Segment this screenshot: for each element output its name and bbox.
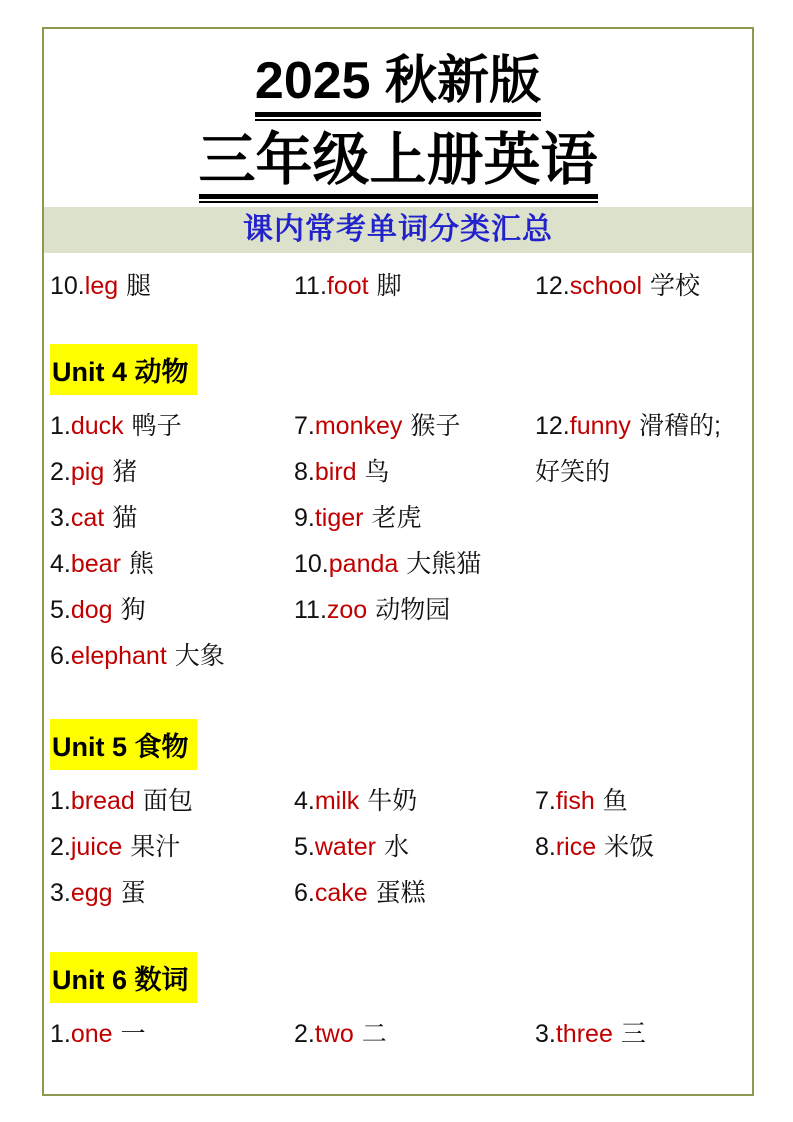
word-number: 8. <box>535 832 556 861</box>
word-entry <box>50 544 294 580</box>
word-english: monkey <box>314 411 403 440</box>
unit5-rows <box>50 776 744 914</box>
word-entry <box>50 781 294 817</box>
word-chinese: 熊 <box>128 549 154 578</box>
word-entry <box>50 266 294 302</box>
word-entry <box>294 590 535 626</box>
word-chinese: 脚 <box>376 271 402 300</box>
word-english: water <box>314 832 376 861</box>
word-number: 3. <box>50 878 71 907</box>
word-entry <box>294 873 535 909</box>
word-chinese: 米饭 <box>604 832 655 861</box>
word-number: 11. <box>294 595 327 624</box>
word-number: 5. <box>50 595 71 624</box>
word-entry <box>294 266 535 302</box>
word-entry <box>50 827 294 863</box>
word-english: juice <box>70 832 123 861</box>
word-english: leg <box>84 271 119 300</box>
word-row <box>50 493 744 539</box>
word-entry <box>294 452 535 488</box>
word-entry <box>294 406 535 442</box>
word-entry <box>535 827 744 863</box>
section-header-unit6 <box>50 954 744 1002</box>
word-english: funny <box>569 411 631 440</box>
word-entry-continuation <box>535 452 744 488</box>
word-english: foot <box>326 271 369 300</box>
word-chinese: 鱼 <box>602 786 628 815</box>
word-english: dog <box>70 595 113 624</box>
word-number: 6. <box>50 641 71 670</box>
word-number: 11. <box>294 271 327 300</box>
word-english: bread <box>70 786 135 815</box>
word-chinese: 面包 <box>142 786 193 815</box>
word-english: duck <box>70 411 124 440</box>
word-chinese: 猪 <box>112 457 138 486</box>
subtitle-banner: 课内常考单词分类汇总 <box>44 207 752 253</box>
title-line1-text: 2025 秋新版 <box>255 53 541 117</box>
word-chinese: 果汁 <box>130 832 181 861</box>
word-chinese: 大熊猫 <box>406 549 482 578</box>
word-row <box>50 401 744 447</box>
unit5-highlight-label: Unit 5 食物 <box>50 719 197 770</box>
unit4-highlight-label: Unit 4 动物 <box>50 344 197 395</box>
word-number: 1. <box>50 1019 71 1048</box>
word-row <box>50 585 744 631</box>
word-english: pig <box>70 457 105 486</box>
word-list-content <box>44 261 752 1055</box>
word-entry <box>535 781 744 817</box>
word-row <box>50 261 744 307</box>
section-header-unit5 <box>50 721 744 769</box>
word-entry <box>50 406 294 442</box>
word-english: elephant <box>70 641 167 670</box>
word-number: 5. <box>294 832 315 861</box>
word-number: 1. <box>50 786 71 815</box>
word-chinese: 猫 <box>112 503 138 532</box>
unit6-highlight-label: Unit 6 数词 <box>50 952 197 1003</box>
word-entry <box>294 544 535 580</box>
word-chinese: 狗 <box>120 595 146 624</box>
word-entry <box>50 498 294 534</box>
word-number: 7. <box>535 786 556 815</box>
word-number: 4. <box>50 549 71 578</box>
page-title-line2 <box>44 129 752 199</box>
word-entry <box>535 1014 744 1050</box>
word-row <box>50 868 744 914</box>
word-english: tiger <box>314 503 364 532</box>
section-header-unit4 <box>50 346 744 394</box>
word-number: 8. <box>294 457 315 486</box>
word-english: egg <box>70 878 113 907</box>
word-chinese: 好笑的 <box>535 457 611 486</box>
word-entry <box>50 590 294 626</box>
word-chinese: 蛋 <box>120 878 146 907</box>
word-chinese: 二 <box>361 1019 387 1048</box>
word-number: 7. <box>294 411 315 440</box>
word-chinese: 猴子 <box>410 411 461 440</box>
word-entry <box>50 873 294 909</box>
word-chinese: 蛋糕 <box>375 878 426 907</box>
unit6-rows <box>50 1009 744 1055</box>
worksheet-page <box>42 27 754 1096</box>
word-number: 4. <box>294 786 315 815</box>
word-entry <box>50 636 294 672</box>
word-chinese: 动物园 <box>375 595 451 624</box>
word-chinese: 水 <box>384 832 410 861</box>
word-chinese: 鸭子 <box>131 411 182 440</box>
word-english: bear <box>70 549 121 578</box>
word-chinese: 腿 <box>126 271 152 300</box>
word-number: 3. <box>50 503 71 532</box>
word-chinese: 鸟 <box>364 457 390 486</box>
word-english: cat <box>70 503 105 532</box>
word-entry <box>50 452 294 488</box>
word-chinese: 大象 <box>174 641 225 670</box>
word-entry <box>294 1014 535 1050</box>
word-english: panda <box>328 549 399 578</box>
word-english: cake <box>314 878 368 907</box>
word-entry <box>535 406 744 442</box>
word-number: 10. <box>50 271 85 300</box>
word-row <box>50 822 744 868</box>
word-english: bird <box>314 457 357 486</box>
unit4-rows <box>50 401 744 677</box>
word-number: 12. <box>535 411 570 440</box>
word-number: 2. <box>50 457 71 486</box>
word-english: milk <box>314 786 360 815</box>
title-block <box>44 29 752 199</box>
word-chinese: 老虎 <box>371 503 422 532</box>
word-english: rice <box>555 832 597 861</box>
word-number: 9. <box>294 503 315 532</box>
word-row <box>50 631 744 677</box>
word-row <box>50 1009 744 1055</box>
word-chinese: 学校 <box>650 271 701 300</box>
word-english: school <box>569 271 643 300</box>
word-row <box>50 539 744 585</box>
word-number: 10. <box>294 549 329 578</box>
word-row <box>50 447 744 493</box>
word-entry <box>294 498 535 534</box>
word-chinese: 三 <box>620 1019 646 1048</box>
title-line2-text: 三年级上册英语 <box>199 129 598 199</box>
word-number: 12. <box>535 271 570 300</box>
word-entry <box>535 266 744 302</box>
word-english: one <box>70 1019 113 1048</box>
word-english: two <box>314 1019 354 1048</box>
word-number: 2. <box>294 1019 315 1048</box>
word-entry <box>50 1014 294 1050</box>
word-row <box>50 776 744 822</box>
word-english: three <box>555 1019 613 1048</box>
page-title-line1 <box>44 53 752 117</box>
word-english: fish <box>555 786 595 815</box>
word-english: zoo <box>326 595 368 624</box>
word-chinese: 滑稽的; <box>638 411 721 440</box>
word-entry <box>294 827 535 863</box>
word-number: 3. <box>535 1019 556 1048</box>
word-number: 6. <box>294 878 315 907</box>
word-entry <box>294 781 535 817</box>
word-number: 1. <box>50 411 71 440</box>
word-chinese: 一 <box>120 1019 146 1048</box>
word-number: 2. <box>50 832 71 861</box>
word-chinese: 牛奶 <box>367 786 418 815</box>
